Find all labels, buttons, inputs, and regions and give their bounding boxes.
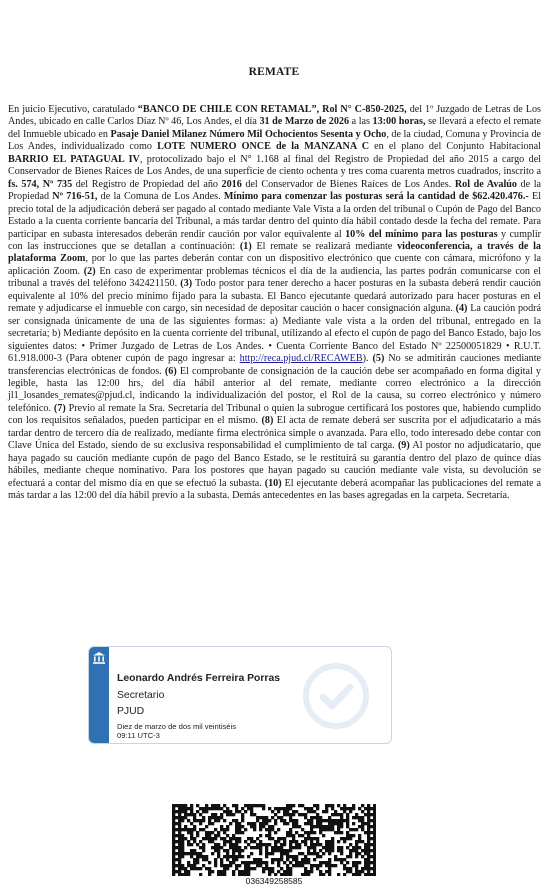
bold-text: Nº 716-51, — [52, 191, 98, 203]
body-text-segment: a las — [349, 116, 373, 128]
signature-sidebar — [89, 647, 109, 743]
body-text-segment: del 1º Juzgado de Letras de Los Andes, ubicado en calle Carlos Díaz Nº 46, Los Andes, el día — [8, 104, 541, 128]
signer-organization: PJUD — [117, 706, 145, 717]
bold-text: (4) — [455, 303, 468, 315]
body-text-segment: No se admitirán cauciones mediante transferencias electrónicas de fondos. — [8, 353, 541, 377]
bold-text: (1) — [239, 240, 252, 252]
body-text-segment: El remate se realizará mediante — [251, 240, 398, 252]
body-text-segment: del Registro de Propiedad del año — [72, 178, 222, 190]
bold-text: Rol de Avalúo — [454, 178, 517, 190]
body-text-segment: Previo al remate la Sra. Secretaria del Tribunal o quien la subrogue certificará los postores que, habiendo cumplido con los requisitos señalados, pueden participar en el mismo. — [8, 402, 541, 427]
body-text-segment: en el plano del Conjunto Habitacional — [369, 141, 541, 153]
body-text-segment: de la Propiedad — [8, 178, 542, 203]
body-text-segment: En juicio Ejecutivo, caratulado — [8, 104, 138, 115]
body-text-segment: ). — [362, 353, 373, 365]
seal-watermark-icon — [303, 663, 369, 729]
body-text-segment: , por lo que las partes deberán contar con un dispositivo electrónico que cuente con cámara, micrófono y la aplicación Zoom. — [8, 253, 541, 277]
body-text-segment: , protocolizado bajo el N° 1.168 al final del Registro de Propiedad del año 2015 a cargo del Conservador de Bienes Raíces de Los Andes, de una superficie de ciento ochenta y tres coma cuarenta metros cuadrados, inscrito a — [8, 153, 542, 178]
document-body — [8, 104, 541, 503]
bold-text: LOTE NUMERO ONCE de la MANZANA C — [157, 141, 370, 153]
signature-date: Diez de marzo de dos mil veintiséis — [117, 722, 237, 731]
bold-text: (10) — [264, 477, 282, 489]
body-text-segment: En caso de experimentar problemas técnicos el día de la audiencia, las partes podrán comunicarse con el tribunal a través del teléfono 342421150. — [8, 265, 541, 290]
body-text-segment: El ejecutante deberá acompañar las publicaciones del remate a más tardar a las 12:00 del día hábil previo a la subasta. Demás antecedentes en las bases agregadas en la carpeta. Secretaría. — [8, 477, 541, 502]
bold-text: 31 de Marzo de 2026 — [259, 116, 350, 128]
bold-text: (9) — [397, 440, 410, 452]
bold-text: 2016 — [221, 178, 242, 190]
bold-text: (6) — [164, 365, 177, 377]
recaweb-link[interactable]: http://reca.pjud.cl/RECAWEB — [239, 353, 363, 365]
body-text-segment: El comprobante de consignación de la caución debe ser acompañado en forma digital y legible, hasta las 12:00 hrs, del día hábil anterior al del remate, mediante correo electrónico a la dirección jl1_losandes_remates@pjud.cl, indicando la individualización del postor, el Rol de la causa, su correo electrónico y número telefónico. — [8, 365, 541, 414]
body-text-segment: del Conservador de Bienes Raíces de Los Andes. — [241, 178, 455, 190]
barcode-number: 036349258585 — [245, 876, 303, 886]
institution-icon — [92, 651, 106, 665]
document-title: REMATE — [248, 66, 300, 78]
bold-text: videoconferencia, a través de la plataforma Zoom — [8, 240, 541, 265]
bold-text: fs. 574, Nº 735 — [8, 178, 73, 190]
signer-role: Secretario — [117, 690, 165, 701]
body-text-segment: El acta de remate deberá ser suscrita por el adjudicatario a más tardar dentro de tercero día de realizado, mediante firma electrónica simple o avanzada. Para ello, todo interesado debe contar con Clave Única del Estado, siendo de su exclusiva responsabilidad el cumplimiento de tal carga. — [8, 415, 541, 452]
bold-text: Pasaje Daniel Milanez Número Mil Ochocientos Sesenta y Ocho — [110, 128, 387, 140]
body-text-segment: Al postor no adjudicatario, que haya pagado su caución mediante cupón de pago del Banco Estado, se le restituirá su garantía dentro del plazo de quince días hábiles, mediante cheque nominativo. Para los postores que hayan pagado su caución mediante vale vista, su devolución se efectuará a contar del mismo día en que se efectuó la subasta. — [8, 440, 541, 489]
bold-text: Mínimo para comenzar las posturas será la cantidad de $62.420.476.- — [223, 191, 529, 203]
barcode-image — [172, 804, 376, 876]
body-text-segment: de la Comuna de Los Andes. — [97, 191, 224, 203]
bold-text: (3) — [180, 278, 193, 290]
bold-text: “BANCO DE CHILE CON RETAMAL”, Rol N° C-850-2025, — [137, 104, 407, 115]
bold-text: (7) — [53, 402, 66, 414]
signature-time: 09:11 UTC-3 — [117, 731, 160, 740]
body-text-segment: El precio total de la adjudicación deberá ser pagado al contado mediante Vale Vista a la orden del tribunal o Cupón de Pago del Banco Estado a la cuenta corriente bancaria del Tribunal, a más tardar dentro del quinto día hábil contado desde la fecha del remate. Para participar en subasta interesados deberán rendir caución por valor equivalente al — [8, 191, 542, 240]
signer-name: Leonardo Andrés Ferreira Porras — [117, 673, 281, 684]
bold-text: BARRIO EL PATAGUAL IV — [8, 153, 140, 165]
body-text-segment: La caución podrá ser consignada únicamente de una de las siguientes formas: a) Mediante vale vista a la orden del tribunal, entregado en la secretaría; b) Mediante depósito en la cuenta corriente del tribunal, utilizando al efecto el cupón de pago del Banco Estado, bajo los siguientes datos: • Primer Juzgado de Letras de Los Andes. • Cuenta Corriente Banco del Estado Nº 22500051829 • R.U.T. 61.918.000-3 (Para obtener cupón de pago ingresar a: — [8, 303, 541, 365]
bold-text: 10% del mínimo para las posturas — [345, 228, 498, 240]
body-text-segment: y cumplir con las instrucciones que se detallan a continuación: — [8, 228, 542, 252]
bold-text: (2) — [83, 265, 96, 277]
body-text-segment: se llevará a efecto el remate del Inmueble ubicado en — [8, 116, 542, 140]
signature-box — [88, 646, 392, 744]
bold-text: (8) — [261, 415, 274, 427]
body-text-segment: , de la ciudad, Comuna y Provincia de Los Andes, individualizado como — [8, 128, 542, 153]
body-text-segment: Todo postor para tener derecho a hacer posturas en la subasta deberá rendir caución equivalente al 10% del precio mínimo fijado para la subasta. El Banco ejecutante quedará autorizado para hacer posturas en el remate y adjudicarse el inmueble con cargo, sin necesidad de depositar caución o hacer consignación alguna. — [8, 278, 541, 315]
bold-text: (5) — [372, 353, 385, 365]
bold-text: 13:00 horas, — [372, 116, 426, 128]
